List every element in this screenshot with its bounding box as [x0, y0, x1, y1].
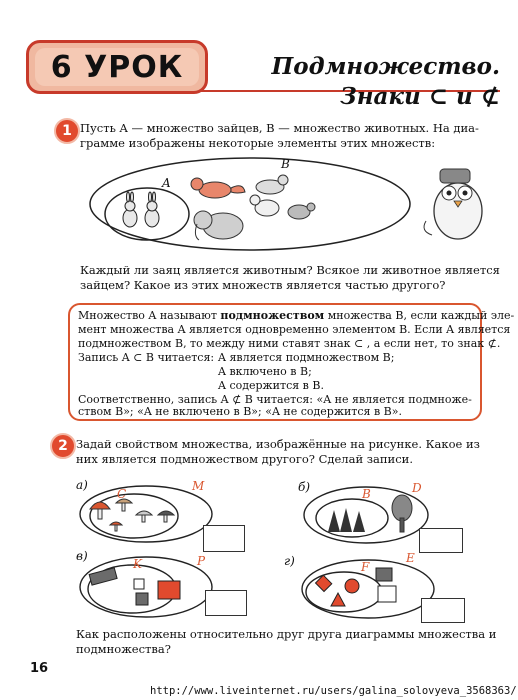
fox-icon	[191, 178, 245, 198]
answer-box-d[interactable]	[421, 598, 465, 623]
def-line-1-a: Множество A называют	[78, 309, 221, 322]
answer-box-c[interactable]	[205, 590, 247, 616]
answer-box-b[interactable]	[419, 528, 463, 553]
diagram-d-tag: г)	[284, 554, 295, 568]
diagram-c-outer-label: P	[197, 554, 206, 568]
diagram-b-tag: б)	[298, 480, 311, 494]
diagram-c-tag: в)	[76, 549, 88, 563]
set-b-label: B	[281, 157, 290, 171]
page-number: 16	[30, 661, 49, 676]
def-line-4-right: A является подмножеством B;	[218, 351, 395, 364]
lesson-badge	[26, 40, 208, 94]
task1-question-2: зайцем? Какое из этих множеств является частью другого?	[80, 278, 446, 292]
def-line-5: A включено в B;	[218, 365, 312, 378]
def-line-4-left: Запись A ⊂ B читается:	[78, 351, 215, 364]
diagram-c	[76, 553, 216, 621]
def-line-6: A содержится в B.	[218, 379, 324, 392]
cow-icon	[288, 203, 315, 219]
task1-text-1: Пусть A — множество зайцев, B — множество животных. На диа-	[80, 121, 479, 135]
diagram-b-outer-label: D	[412, 481, 422, 495]
set-a-label: A	[162, 176, 171, 190]
def-line-2: мент множества A является одновременно элементом B. Если A является	[78, 323, 511, 336]
diagram-a-outer-label: M	[192, 479, 205, 493]
tree-icon	[392, 495, 412, 532]
diagram-a-inner-label: C	[117, 487, 127, 501]
dog-icon	[256, 175, 288, 194]
mushroom-icon	[90, 499, 174, 531]
def-line-1-b: множества B, если каждый эле-	[324, 309, 515, 322]
owl-teacher-icon	[418, 163, 498, 245]
answer-box-a[interactable]	[203, 525, 245, 552]
elephant-icon	[194, 211, 243, 240]
def-line-8: ством B»; «A не включено в B»; «A не содержится в B».	[78, 405, 402, 418]
def-line-7: Соответственно, запись A ⊄ B читается: «A не является подмноже-	[78, 393, 472, 406]
definition-box	[68, 303, 515, 421]
task2-text-1: Задай свойством множества, изображённые на рисунке. Какое из	[76, 437, 480, 451]
source-url[interactable]: http://www.liveinternet.ru/users/galina_solovyeva_3568363/	[150, 685, 517, 697]
task2-question-2: подмножества?	[76, 642, 171, 656]
task1-venn-diagram	[85, 152, 415, 257]
task1-text-2: грамме изображены некоторые элементы этих множеств:	[80, 136, 436, 150]
diagram-b-inner-label: B	[362, 487, 371, 501]
task1-question-1: Каждый ли заяц является животным? Всякое ли животное является	[80, 263, 500, 277]
fir-tree-icon	[328, 508, 365, 532]
title-line-1: Подмножество.	[271, 53, 500, 80]
def-line-3: подмножеством B, то между ними ставят знак ⊂ , а если нет, то знак ⊄.	[78, 337, 501, 350]
task-number-2: 2	[50, 433, 76, 459]
def-line-1	[78, 309, 514, 323]
title-line-2: Знаки ⊂ и ⊄	[340, 83, 500, 110]
task-number-1: 1	[54, 118, 80, 144]
rabbit-icon	[123, 192, 159, 227]
diagram-a-tag: а)	[76, 478, 88, 492]
diagram-d-outer-label: E	[406, 551, 415, 565]
page-title	[272, 52, 501, 112]
goat-icon	[250, 195, 279, 216]
diagram-d-inner-label: F	[361, 560, 370, 574]
diagram-c-inner-label: K	[133, 557, 142, 571]
task2-text-2: них является подмножеством другого? Сделай записи.	[76, 452, 413, 466]
task2-question-1: Как расположены относительно друг друга диаграммы множества и	[76, 627, 497, 641]
def-term: подмножеством	[220, 309, 325, 322]
lesson-label: 6 УРОК	[50, 49, 184, 85]
